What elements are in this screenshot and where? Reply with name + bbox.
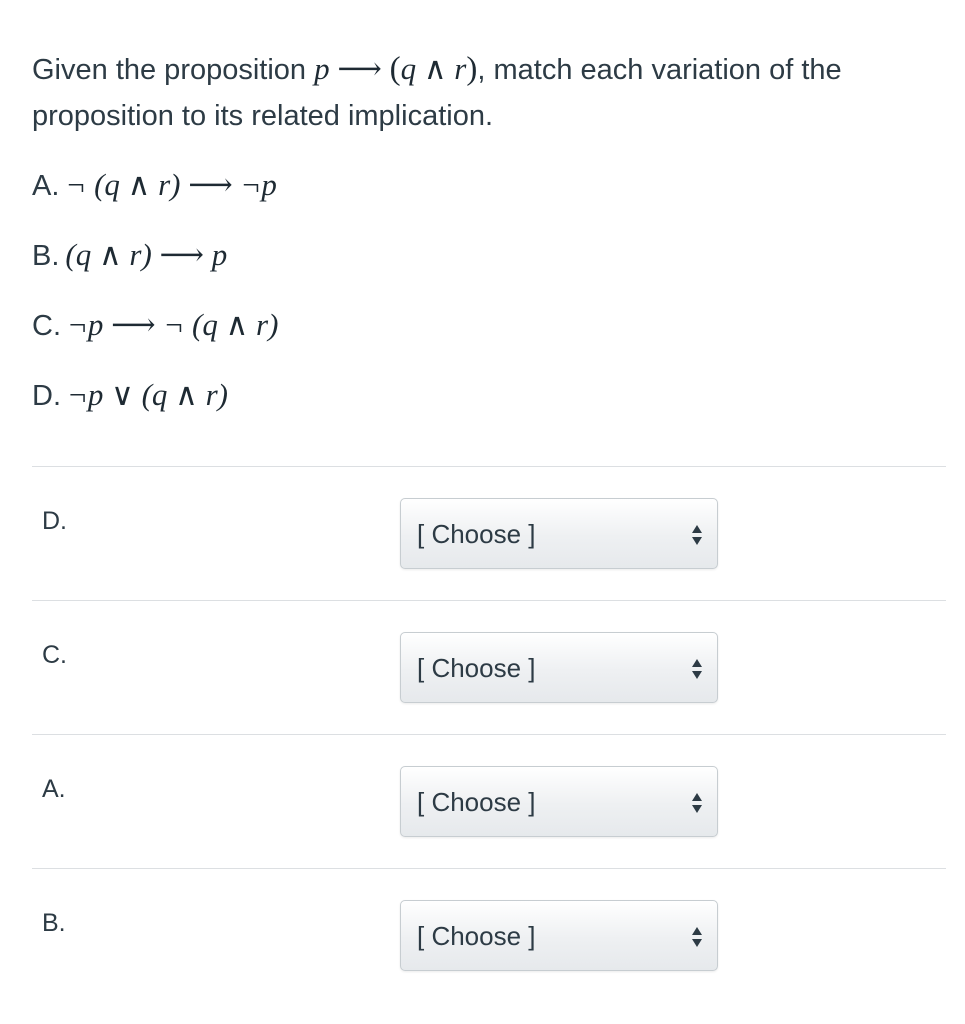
option-d-formula: ¬p ∨ (q ∧ r) <box>67 377 229 412</box>
proposition-formula: p ⟶ (q ∧ r) <box>314 51 478 87</box>
prompt-intro: Given the proposition <box>32 54 307 86</box>
updown-arrows-icon <box>691 658 703 680</box>
prompt-outro-2: proposition to its related implication. <box>32 100 494 132</box>
match-row-label: C. <box>42 641 67 669</box>
match-row <box>32 466 946 600</box>
answer-select-c[interactable] <box>400 632 718 703</box>
updown-arrows-icon <box>691 926 703 948</box>
answer-select-a[interactable] <box>400 766 718 837</box>
option-a-formula: ¬ (q ∧ r) ⟶ ¬p <box>65 167 277 202</box>
match-row-label: D. <box>42 507 67 535</box>
matching-rows <box>32 466 946 1002</box>
updown-arrows-icon <box>691 524 703 546</box>
option-b: B. (q ∧ r) ⟶ p <box>32 237 228 272</box>
prompt-outro: , match each variation of the <box>477 54 842 86</box>
select-value: [ Choose ] <box>417 653 536 683</box>
match-row-label: B. <box>42 909 66 937</box>
select-value: [ Choose ] <box>417 921 536 951</box>
select-value: [ Choose ] <box>417 519 536 549</box>
updown-arrows-icon <box>691 792 703 814</box>
match-row-label: A. <box>42 775 66 803</box>
option-d: D. ¬p ∨ (q ∧ r) <box>32 377 229 412</box>
match-row <box>32 600 946 734</box>
answer-select-b[interactable] <box>400 900 718 971</box>
option-a: A. ¬ (q ∧ r) ⟶ ¬p <box>32 167 277 202</box>
match-row <box>32 868 946 1002</box>
option-c-formula: ¬p ⟶ ¬ (q ∧ r) <box>67 307 279 342</box>
answer-select-d[interactable] <box>400 498 718 569</box>
question-prompt <box>32 46 932 139</box>
option-c: C. ¬p ⟶ ¬ (q ∧ r) <box>32 307 279 342</box>
match-row <box>32 734 946 868</box>
select-value: [ Choose ] <box>417 787 536 817</box>
option-b-formula: (q ∧ r) ⟶ p <box>65 237 228 272</box>
option-list <box>32 160 278 440</box>
